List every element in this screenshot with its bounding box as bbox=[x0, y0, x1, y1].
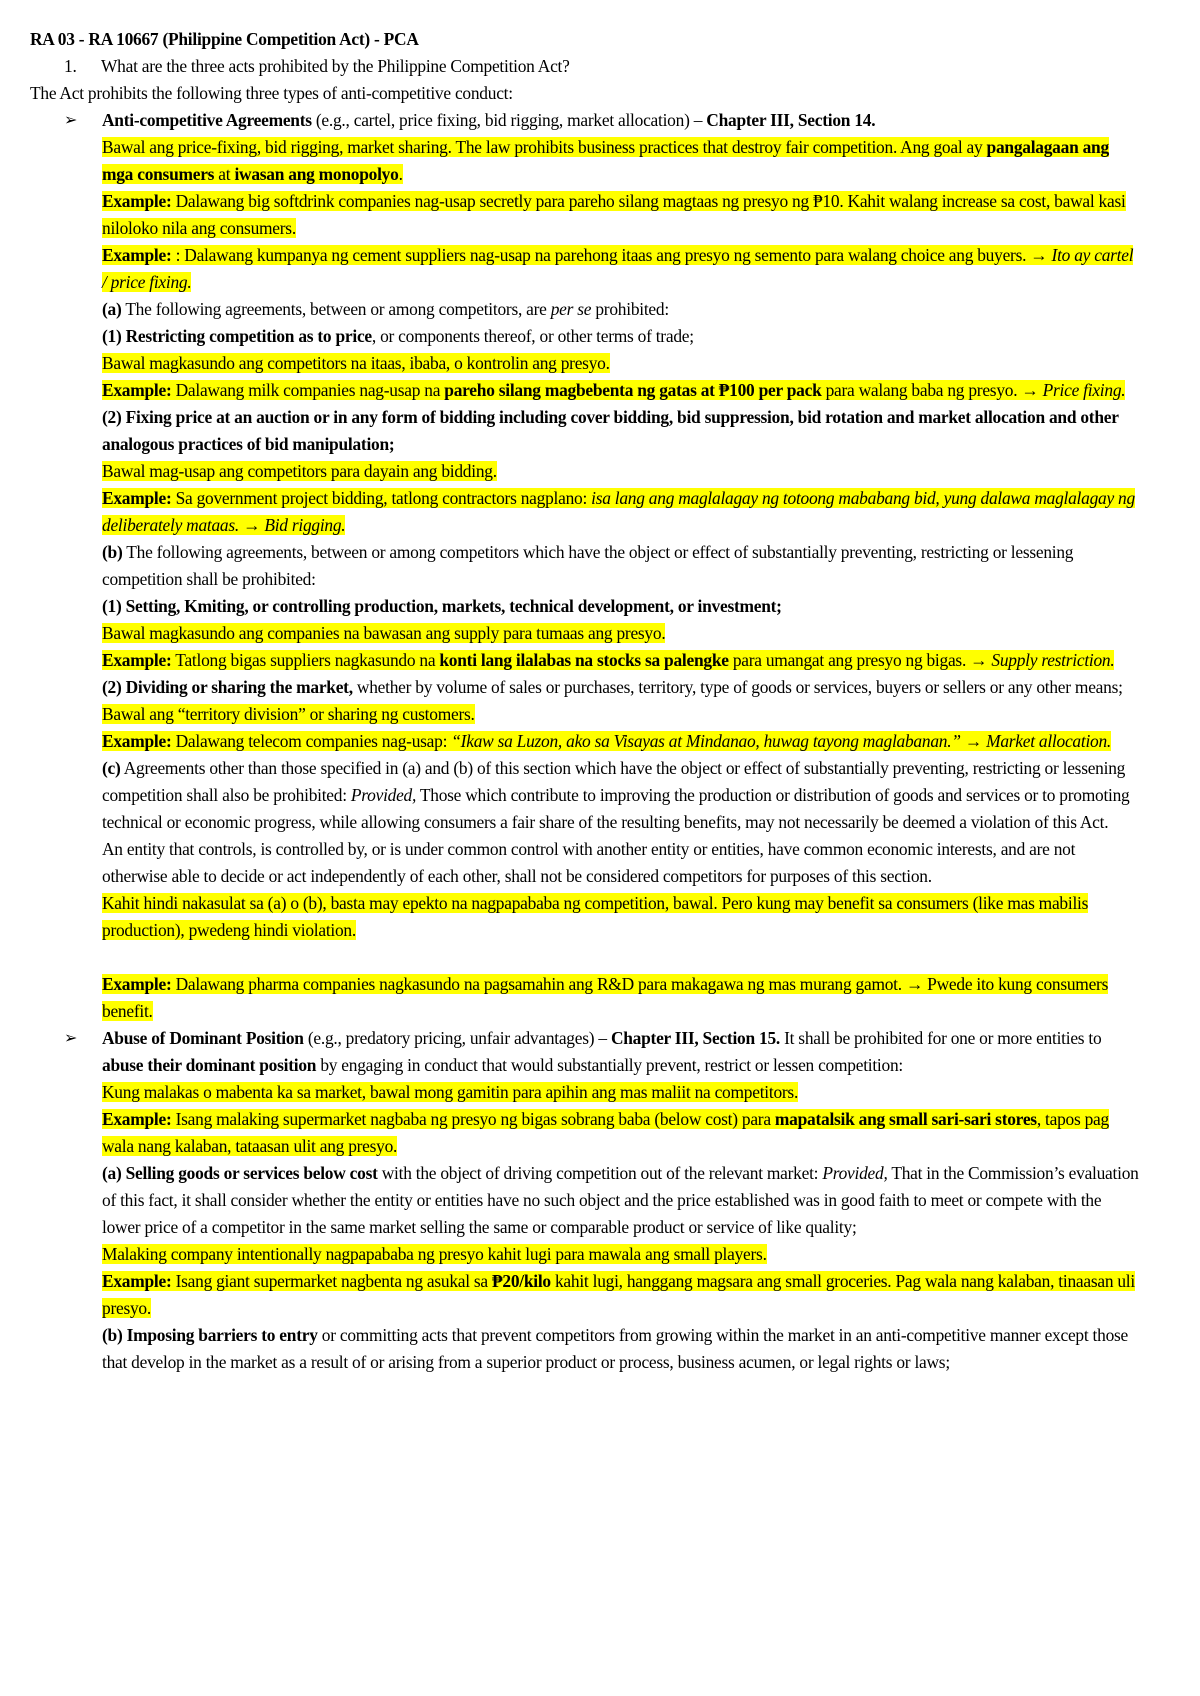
s2-example bbox=[30, 1106, 1140, 1160]
s1-summary bbox=[30, 134, 1140, 188]
para-text: Agreements other than those specified in (a) and (b) of this section which have the object or effect of substantially preventing, restricting or lessening competition shall also be prohibited: bbox=[102, 758, 1126, 805]
example-label: Example: bbox=[102, 974, 172, 994]
s1-example-1 bbox=[30, 188, 1140, 242]
question-number: 1. bbox=[64, 56, 77, 76]
example-italic: Ito ay cartel / price fixing. bbox=[102, 245, 1134, 292]
s1-a2-example bbox=[30, 485, 1140, 539]
s1-para-a bbox=[30, 296, 1140, 323]
item-text: , or components thereof, or other terms of trade; bbox=[371, 326, 694, 346]
para-text: The following agreements, between or among competitors, are bbox=[121, 299, 551, 319]
s1-para-c bbox=[30, 755, 1140, 836]
s1-summary-text-3: . bbox=[398, 164, 403, 184]
para-label: (a) bbox=[102, 299, 122, 319]
example-label: Example: bbox=[102, 488, 172, 508]
para-label: (c) bbox=[102, 758, 121, 778]
s2-a-example bbox=[30, 1268, 1140, 1322]
example-bold: ₱20/kilo bbox=[492, 1271, 551, 1291]
example-text: Dalawang pharma companies nagkasundo na pagsamahin ang R&D para makagawa ng mas murang gamot. → Pwede ito kung consumers benefit. bbox=[102, 974, 1109, 1021]
bullet-abuse-of-dominant-position bbox=[30, 1025, 1140, 1079]
example-text: Dalawang big softdrink companies nag-usap secretly para pareho silang magtaas ng presyo ng ₱10. Kahit walang increase sa cost, bawal kasi niloloko nila ang consumers. bbox=[102, 191, 1126, 238]
s2-heading-bold: Abuse of Dominant Position bbox=[102, 1028, 304, 1048]
example-text-2: → bbox=[239, 515, 265, 535]
para-text: The following agreements, between or among competitors which have the object or effect of substantially preventing, restricting or lessening competition shall be prohibited: bbox=[102, 542, 1074, 589]
s1-a1 bbox=[30, 323, 1140, 350]
item-bold: (1) Restricting competition as to price bbox=[102, 326, 372, 346]
bullet-anti-competitive-agreements bbox=[30, 107, 1140, 134]
example-label: Example: bbox=[102, 731, 172, 751]
s1-b1-highlight bbox=[30, 620, 1140, 647]
example-label: Example: bbox=[102, 1109, 172, 1129]
s1-heading-chapter: Chapter III, Section 14. bbox=[706, 110, 876, 130]
question-1 bbox=[30, 53, 1140, 80]
arrow-bullet-icon: ➢ bbox=[64, 112, 78, 129]
para-text: with the object of driving competition out of the relevant market: bbox=[377, 1163, 823, 1183]
s1-entity-paragraph: An entity that controls, is controlled by, or is under common control with another entity or entities, have common economic interests, and are not otherwise able to decide or act independently of each other, shall not be considered competitors for purposes of this section. bbox=[102, 839, 1076, 886]
highlighted-text: Bawal mag-usap ang competitors para dayain ang bidding. bbox=[102, 461, 497, 481]
s1-a2 bbox=[30, 404, 1140, 458]
example-bold: pareho silang magbebenta ng gatas at ₱100 per pack bbox=[444, 380, 822, 400]
s2-heading-text: (e.g., predatory pricing, unfair advantages) – bbox=[303, 1028, 611, 1048]
item-bold: (2) Dividing or sharing the market, bbox=[102, 677, 353, 697]
s1-c-example bbox=[30, 971, 1140, 1025]
example-label: Example: bbox=[102, 1271, 172, 1291]
para-italic: Provided, bbox=[822, 1163, 888, 1183]
example-text: Tatlong bigas suppliers nagkasundo na bbox=[171, 650, 440, 670]
highlighted-text bbox=[102, 650, 1114, 670]
highlighted-text bbox=[102, 380, 1125, 400]
highlighted-text: Bawal ang “territory division” or sharing ng customers. bbox=[102, 704, 475, 724]
para-italic: Provided, bbox=[350, 785, 417, 805]
highlighted-text bbox=[102, 974, 1108, 1021]
s1-summary-text-2: at bbox=[214, 164, 235, 184]
arrow-bullet-icon: ➢ bbox=[64, 1030, 78, 1047]
example-bold: konti lang ilalabas na stocks sa palengke bbox=[439, 650, 729, 670]
s1-b2-example bbox=[30, 728, 1140, 755]
example-italic: Price fixing. bbox=[1042, 380, 1126, 400]
s1-heading-text: (e.g., cartel, price fixing, bid rigging, market allocation) – bbox=[311, 110, 707, 130]
highlighted-text bbox=[102, 137, 1109, 184]
highlighted-text bbox=[102, 488, 1135, 535]
intro-text: The Act prohibits the following three types of anti-competitive conduct: bbox=[30, 83, 513, 103]
s2-para-b bbox=[30, 1322, 1140, 1376]
example-italic-2: Market allocation. bbox=[986, 731, 1112, 751]
s1-b1-example bbox=[30, 647, 1140, 674]
example-italic-2: Bid rigging. bbox=[264, 515, 346, 535]
highlighted-text: Bawal magkasundo ang companies na bawasan ang supply para tumaas ang presyo. bbox=[102, 623, 666, 643]
example-bold: mapatalsik ang small sari-sari stores bbox=[774, 1109, 1037, 1129]
s2-highlight bbox=[30, 1079, 1140, 1106]
s2-heading-chapter: Chapter III, Section 15. bbox=[610, 1028, 780, 1048]
s2-a-highlight bbox=[30, 1241, 1140, 1268]
question-text: What are the three acts prohibited by the Philippine Competition Act? bbox=[101, 56, 570, 76]
para-text-2: That in the Commission’s evaluation of this fact, it shall consider whether the entity or entities have no such object and the price established was in good faith to meet or compete with the lower price of a competitor in the same market selling the same or comparable product or service of like quality; bbox=[102, 1163, 1139, 1237]
s1-summary-bold-2: iwasan ang monopolyo bbox=[234, 164, 399, 184]
example-italic: “Ikaw sa Luzon, ako sa Visayas at Mindanao, huwag tayong maglabanan.” bbox=[451, 731, 961, 751]
s1-summary-text: Bawal ang price-fixing, bid rigging, market sharing. The law prohibits business practices that destroy fair competition. Ang goal ay bbox=[102, 137, 987, 157]
example-text: Dalawang milk companies nag-usap na bbox=[171, 380, 445, 400]
s1-b2 bbox=[30, 674, 1140, 701]
highlighted-text: Kahit hindi nakasulat sa (a) o (b), basta may epekto na nagpapababa ng competition, bawal. Pero kung may benefit sa consumers (like mas mabilis production), pwedeng hindi violation. bbox=[102, 893, 1089, 940]
s1-para-b bbox=[30, 539, 1140, 593]
blank-line bbox=[30, 944, 1140, 971]
highlighted-text bbox=[102, 731, 1111, 751]
para-text: or committing acts that prevent competitors from growing within the market in an anti-competitive manner except those that develop in the market as a result of or arising from a superior product or process, business acumen, or legal rights or laws; bbox=[102, 1325, 1129, 1372]
highlighted-text bbox=[102, 1271, 1135, 1318]
example-text-2: → bbox=[960, 731, 987, 751]
document-title: RA 03 - RA 10667 (Philippine Competition Act) - PCA bbox=[30, 29, 419, 49]
s1-a1-example bbox=[30, 377, 1140, 404]
para-bold: (b) Imposing barriers to entry bbox=[102, 1325, 318, 1345]
highlighted-text: Malaking company intentionally nagpapababa ng presyo kahit lugi para mawala ang small players. bbox=[102, 1244, 767, 1264]
s1-example-2 bbox=[30, 242, 1140, 296]
example-text: : Dalawang kumpanya ng cement suppliers nag-usap na parehong itaas ang presyo ng semento para walang choice ang buyers. → bbox=[171, 245, 1052, 265]
s2-para-a bbox=[30, 1160, 1140, 1241]
s1-a1-highlight bbox=[30, 350, 1140, 377]
s1-c-highlight bbox=[30, 890, 1140, 944]
para-label: (b) bbox=[102, 542, 123, 562]
highlighted-text: Kung malakas o mabenta ka sa market, bawal mong gamitin para apihin ang mas maliit na competitors. bbox=[102, 1082, 799, 1102]
example-text-2: kahit lugi, hanggang magsara ang small groceries. Pag wala nang kalaban, tinaasan uli presyo. bbox=[102, 1271, 1135, 1318]
highlighted-text bbox=[102, 1109, 1109, 1156]
s1-b1 bbox=[30, 593, 1140, 620]
example-label: Example: bbox=[102, 245, 172, 265]
s2-heading-bold-2: abuse their dominant position bbox=[102, 1055, 317, 1075]
para-text-2: prohibited: bbox=[591, 299, 669, 319]
para-text-2: Those which contribute to improving the production or distribution of goods and services or to promoting technical or economic progress, while allowing consumers a fair share of the resulting benefits, may not necessarily be deemed a violation of this Act. bbox=[102, 785, 1130, 832]
s1-a2-highlight bbox=[30, 458, 1140, 485]
highlighted-text bbox=[102, 191, 1126, 238]
para-italic: per se bbox=[550, 299, 592, 319]
example-text: Sa government project bidding, tatlong contractors nagplano: bbox=[171, 488, 592, 508]
example-text: Isang giant supermarket nagbenta ng asukal sa bbox=[171, 1271, 492, 1291]
example-label: Example: bbox=[102, 191, 172, 211]
example-text-2: para umangat ang presyo ng bigas. → bbox=[728, 650, 992, 670]
item-bold: (1) Setting, Kmiting, or controlling production, markets, technical development, or investment; bbox=[102, 596, 782, 616]
s1-b2-highlight bbox=[30, 701, 1140, 728]
example-text-2: , tapos pag wala nang kalaban, tataasan ulit ang presyo. bbox=[102, 1109, 1109, 1156]
highlighted-text bbox=[102, 245, 1133, 292]
item-bold: (2) Fixing price at an auction or in any form of bidding including cover bidding, bid suppression, bid rotation and market allocation and other analogous practices of bid manipulation; bbox=[102, 407, 1119, 454]
example-label: Example: bbox=[102, 650, 172, 670]
example-text: Dalawang telecom companies nag-usap: bbox=[171, 731, 452, 751]
s1-heading-bold: Anti-competitive Agreements bbox=[102, 110, 312, 130]
item-text: whether by volume of sales or purchases, territory, type of goods or services, buyers or sellers or any other means; bbox=[352, 677, 1123, 697]
highlighted-text: Bawal magkasundo ang competitors na itaas, ibaba, o kontrolin ang presyo. bbox=[102, 353, 610, 373]
example-italic: isa lang ang maglalagay ng totoong mababang bid, yung dalawa maglalagay ng deliberately mataas. bbox=[102, 488, 1135, 535]
s2-heading-text-2: It shall be prohibited for one or more entities to bbox=[779, 1028, 1102, 1048]
example-text: Isang malaking supermarket nagbaba ng presyo ng bigas sobrang baba (below cost) para bbox=[171, 1109, 775, 1129]
example-text-2: para walang baba ng presyo. → bbox=[821, 380, 1043, 400]
para-bold: (a) Selling goods or services below cost bbox=[102, 1163, 378, 1183]
s2-heading-text-3: by engaging in conduct that would substantially prevent, restrict or lessen competition: bbox=[316, 1055, 903, 1075]
example-italic: Supply restriction. bbox=[991, 650, 1115, 670]
example-label: Example: bbox=[102, 380, 172, 400]
s1-summary-bold-1: pangalagaan ang mga consumers bbox=[102, 137, 1109, 184]
